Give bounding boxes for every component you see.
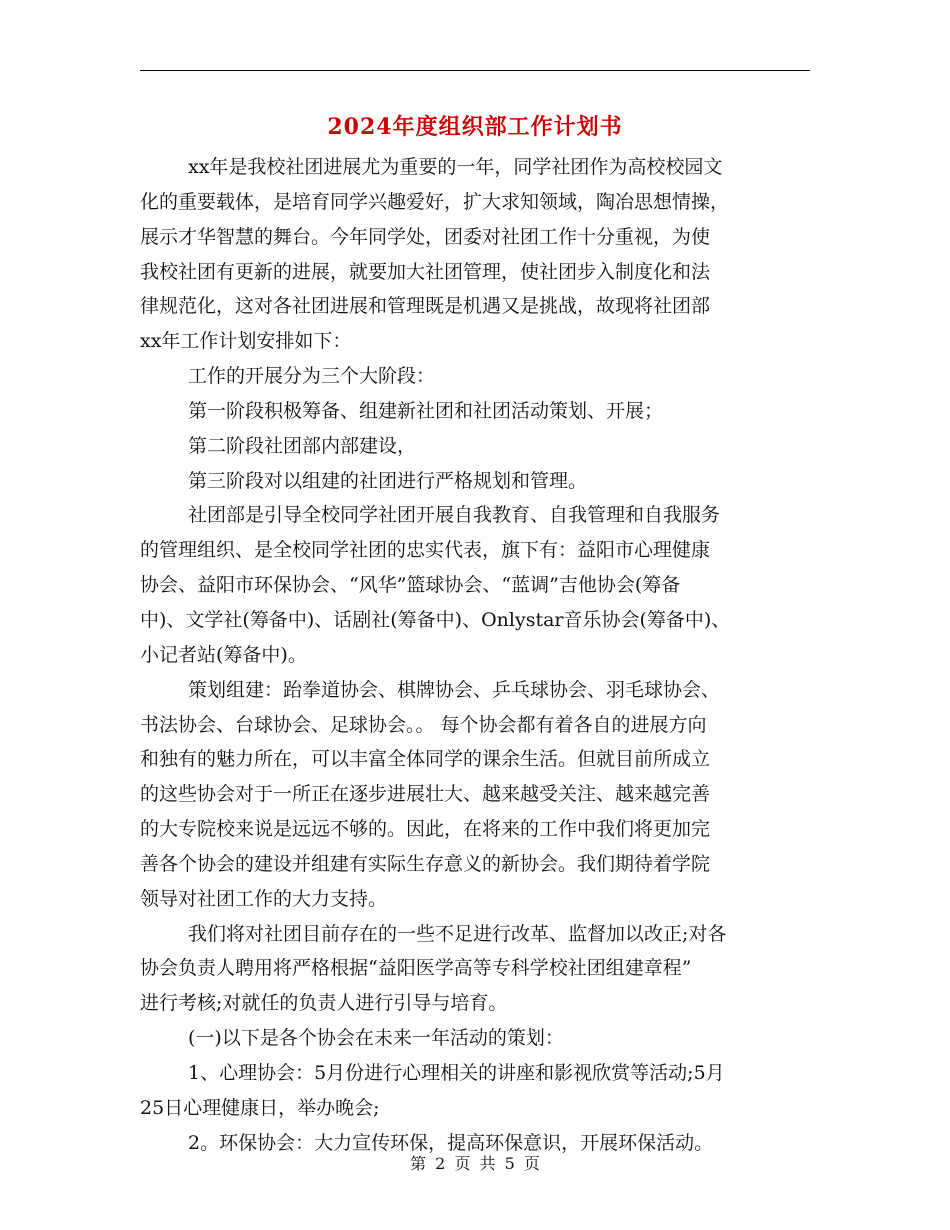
text-line: 工作的开展分为三个大阶段： <box>188 365 436 388</box>
text-line: 中)、文学社(筹备中)、话剧社(筹备中)、Onlystar音乐协会(筹备中)、 <box>140 608 731 631</box>
text-line: 展示才华智慧的舞台。今年同学处，团委对社团工作十分重视，为使 <box>140 225 711 248</box>
text-line: 我们将对社团目前存在的一些不足进行改革、监督加以改正;对各 <box>188 922 727 945</box>
text-line: 的大专院校来说是远远不够的。因此，在将来的工作中我们将更加完 <box>140 818 711 841</box>
text-line: 小记者站(筹备中)。 <box>140 643 307 666</box>
text-line: 领导对社团工作的大力支持。 <box>140 887 388 910</box>
page-footer: 第 2 页 共 5 页 <box>410 1154 540 1173</box>
text-line: 第三阶段对以组建的社团进行严格规划和管理。 <box>188 469 588 492</box>
text-line: 我校社团有更新的进展，就要加大社团管理，使社团步入制度化和法 <box>140 260 711 283</box>
text-line: (一)以下是各个协会在未来一年活动的策划： <box>188 1027 564 1050</box>
text-line: xx年是我校社团进展尤为重要的一年，同学社团作为高校校园文 <box>188 156 723 178</box>
document-title: 2024年度组织部工作计划书 <box>327 114 623 140</box>
text-line: 协会、益阳市环保协会、“风华”篮球协会、“蓝调”吉他协会(筹备 <box>140 574 681 597</box>
text-line: 律规范化，这对各社团进展和管理既是机遇又是挑战，故现将社团部 <box>140 295 711 318</box>
text-line: 善各个协会的建设并组建有实际生存意义的新协会。我们期待着学院 <box>140 852 711 875</box>
header-rule <box>140 70 810 71</box>
text-line: 1、心理协会：5月份进行心理相关的讲座和影视欣赏等活动;5月 <box>188 1061 725 1084</box>
text-line: 协会负责人聘用将严格根据“益阳医学高等专科学校社团组建章程” <box>140 957 692 980</box>
text-line: 进行考核;对就任的负责人进行引导与培育。 <box>140 992 508 1015</box>
text-line: 化的重要载体，是培育同学兴趣爱好，扩大求知领域，陶冶思想情操， <box>140 190 730 213</box>
text-line: 25日心理健康日，举办晚会; <box>140 1096 380 1119</box>
text-line: 2。环保协会：大力宣传环保，提高环保意识，开展环保活动。 <box>188 1131 714 1154</box>
text-line: 的管理组织、是全校同学社团的忠实代表，旗下有：益阳市心理健康 <box>140 539 711 562</box>
text-line: 和独有的魅力所在，可以丰富全体同学的课余生活。但就目前所成立 <box>140 748 711 771</box>
document-body <box>140 150 810 1160</box>
text-line: 第一阶段积极筹备、组建新社团和社团活动策划、开展； <box>188 399 664 422</box>
text-line: 社团部是引导全校同学社团开展自我教育、自我管理和自我服务 <box>188 504 721 527</box>
text-line: 的这些协会对于一所正在逐步进展壮大、越来越受关注、越来越完善 <box>140 783 711 806</box>
text-line: xx年工作计划安排如下： <box>140 330 352 353</box>
text-line: 第二阶段社团部内部建设， <box>188 434 417 457</box>
text-line: 策划组建：跆拳道协会、棋牌协会、乒乓球协会、羽毛球协会、 <box>188 678 721 701</box>
text-line: 书法协会、台球协会、足球协会。。 每个协会都有着各自的进展方向 <box>140 713 707 736</box>
